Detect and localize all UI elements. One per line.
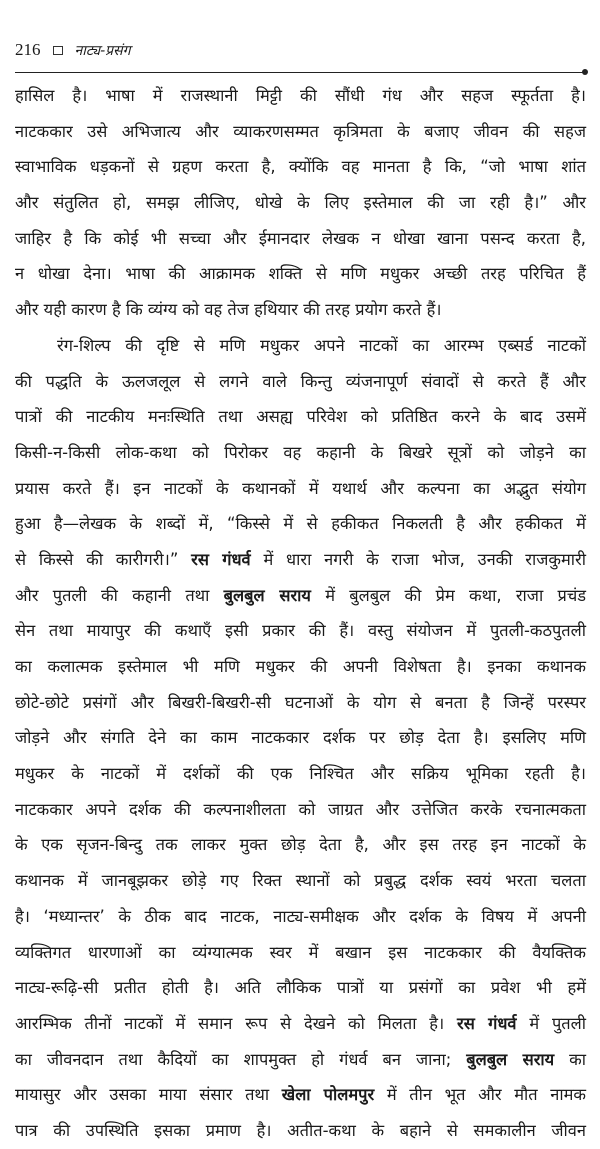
text-line bbox=[15, 1042, 586, 1078]
text-segment: नाट्य-रूढ़ि-सी प्रतीत होती है। अति लौकिक पात्रों या प्रसंगों का प्रवेश भी हमें bbox=[15, 978, 586, 998]
text-line bbox=[15, 149, 586, 185]
text-line bbox=[15, 970, 586, 1006]
text-segment: से किस्से की कारीगरी।” bbox=[15, 549, 192, 569]
play-title: बुलबुल सराय bbox=[223, 585, 311, 605]
text-line bbox=[15, 863, 586, 899]
text-segment: का जीवनदान तथा कैदियों का शापमुक्त हो गंधर्व बन जाना; bbox=[15, 1049, 467, 1069]
text-line bbox=[15, 613, 586, 649]
text-line bbox=[15, 185, 586, 221]
text-segment: और यही कारण है कि व्यंग्य को वह तेज हथियार की तरह प्रयोग करते हैं। bbox=[15, 300, 442, 320]
text-line bbox=[15, 256, 586, 292]
book-title: नाट्य-प्रसंग bbox=[74, 42, 131, 59]
text-segment: में तीन भूत और मौत नामक bbox=[374, 1085, 586, 1105]
text-segment: हासिल है। भाषा में राजस्थानी मिट्टी की सौंधी गंध और सहज स्फूर्तता है। bbox=[15, 86, 586, 105]
text-line bbox=[15, 720, 586, 756]
running-header bbox=[15, 38, 587, 62]
text-line bbox=[15, 1077, 586, 1113]
text-line bbox=[15, 578, 586, 614]
text-segment: के एक सृजन-बिन्दु तक लाकर मुक्त छोड़ देता है, और इस तरह इन नाटकों के bbox=[15, 835, 586, 855]
text-line bbox=[15, 542, 586, 578]
text-segment: मधुकर के नाटकों में दर्शकों की एक निश्चित और सक्रिय भूमिका रहती है। bbox=[15, 764, 586, 784]
text-line bbox=[15, 435, 586, 471]
text-line bbox=[15, 506, 586, 542]
text-segment: छोटे-छोटे प्रसंगों और बिखरी-बिखरी-सी घटनाओं के योग से बनता है जिन्हें परस्पर bbox=[15, 692, 586, 712]
text-line bbox=[15, 78, 586, 114]
text-segment: रंग-शिल्प की दृष्टि से मणि मधुकर अपने नाटकों का आरम्भ एब्सर्ड नाटकों bbox=[57, 335, 586, 355]
page-body-text bbox=[15, 78, 586, 1149]
play-title: खेला पोलमपुर bbox=[281, 1085, 375, 1105]
play-title: रस गंधर्व bbox=[457, 1013, 517, 1033]
text-line bbox=[15, 114, 586, 150]
text-segment: में पुतली bbox=[516, 1013, 586, 1033]
text-segment: स्वाभाविक धड़कनों से ग्रहण करता है, क्योंकि वह मानता है कि, “जो भाषा शांत bbox=[15, 157, 586, 177]
text-segment: पात्रों की नाटकीय मनःस्थिति तथा असह्य परिवेश को प्रतिष्ठित करने के बाद उसमें bbox=[15, 407, 586, 427]
text-segment: व्यक्तिगत धारणाओं का व्यंग्यात्मक स्वर में बखान इस नाटककार की वैयक्तिक bbox=[15, 942, 586, 962]
play-title: रस गंधर्व bbox=[191, 549, 251, 569]
text-segment: हुआ है—लेखक के शब्दों में, “किस्से में से हकीकत निकलती है और हकीकत में bbox=[15, 514, 586, 534]
text-segment: नाटककार उसे अभिजात्य और व्याकरणसम्मत कृत्रिमता के बजाए जीवन की सहज bbox=[15, 121, 586, 141]
text-segment: नाटककार अपने दर्शक की कल्पनाशीलता को जाग्रत और उत्तेजित करके रचनात्मकता bbox=[15, 799, 586, 819]
text-line bbox=[15, 1006, 586, 1042]
text-line bbox=[15, 935, 586, 971]
text-segment: जाहिर है कि कोई भी सच्चा और ईमानदार लेखक न धोखा खाना पसन्द करता है, bbox=[15, 228, 586, 248]
text-line bbox=[15, 685, 586, 721]
text-segment: की पद्धति के ऊलजलूल से लगने वाले किन्तु व्यंजनापूर्ण संवादों से करते हैं और bbox=[15, 371, 586, 391]
text-segment: कथानक में जानबूझकर छोड़े गए रिक्त स्थानों को प्रबुद्ध दर्शक स्वयं भरता चलता bbox=[15, 871, 586, 891]
text-segment: न धोखा देना। भाषा की आक्रामक शक्ति से मणि मधुकर अच्छी तरह परिचित हैं bbox=[15, 264, 586, 284]
text-line bbox=[15, 649, 586, 685]
text-line bbox=[15, 399, 586, 435]
header-rule bbox=[15, 72, 585, 73]
text-line bbox=[15, 792, 586, 828]
text-segment: में बुलबुल की प्रेम कथा, राजा प्रचंड bbox=[310, 585, 586, 605]
text-line bbox=[15, 471, 586, 507]
page-number: 216 bbox=[15, 40, 41, 59]
text-segment: सेन तथा मायापुर की कथाएँ इसी प्रकार की हैं। वस्तु संयोजन में पुतली-कठपुतली bbox=[15, 621, 586, 641]
text-line bbox=[15, 328, 586, 364]
text-segment: आरम्भिक तीनों नाटकों में समान रूप से देखने को मिलता है। bbox=[15, 1013, 457, 1033]
text-line bbox=[15, 827, 586, 863]
text-line bbox=[15, 899, 586, 935]
text-segment: में धारा नगरी के राजा भोज, उनकी राजकुमारी bbox=[250, 549, 586, 569]
text-line bbox=[15, 221, 586, 257]
text-segment: प्रयास करते हैं। इन नाटकों के कथानकों में यथार्थ और कल्पना का अद्भुत संयोग bbox=[15, 478, 586, 498]
play-title: बुलबुल सराय bbox=[466, 1049, 555, 1069]
text-segment: पात्र की उपस्थिति इसका प्रमाण है। अतीत-कथा के बहाने से समकालीन जीवन bbox=[15, 1120, 586, 1140]
text-line bbox=[15, 1113, 586, 1149]
text-segment: जोड़ने और संगति देने का काम नाटककार दर्शक पर छोड़ देता है। इसलिए मणि bbox=[15, 728, 586, 748]
text-segment: है। ‘मध्यान्तर’ के ठीक बाद नाटक, नाट्य-समीक्षक और दर्शक के विषय में अपनी bbox=[15, 906, 586, 926]
text-line bbox=[15, 364, 586, 400]
text-segment: किसी-न-किसी लोक-कथा को पिरोकर वह कहानी के बिखरे सूत्रों को जोड़ने का bbox=[15, 442, 586, 462]
text-segment: मायासुर और उसका माया संसार तथा bbox=[15, 1085, 282, 1105]
text-line bbox=[15, 756, 586, 792]
text-segment: का कलात्मक इस्तेमाल भी मणि मधुकर की अपनी विशेषता है। इनका कथानक bbox=[15, 657, 586, 676]
text-segment: का bbox=[554, 1049, 587, 1069]
text-segment: और संतुलित हो, समझ लीजिए, धोखे के लिए इस्तेमाल की जा रही है।” और bbox=[15, 193, 586, 213]
square-bullet-icon bbox=[53, 46, 63, 55]
text-line bbox=[15, 292, 586, 328]
text-segment: और पुतली की कहानी तथा bbox=[15, 585, 224, 605]
